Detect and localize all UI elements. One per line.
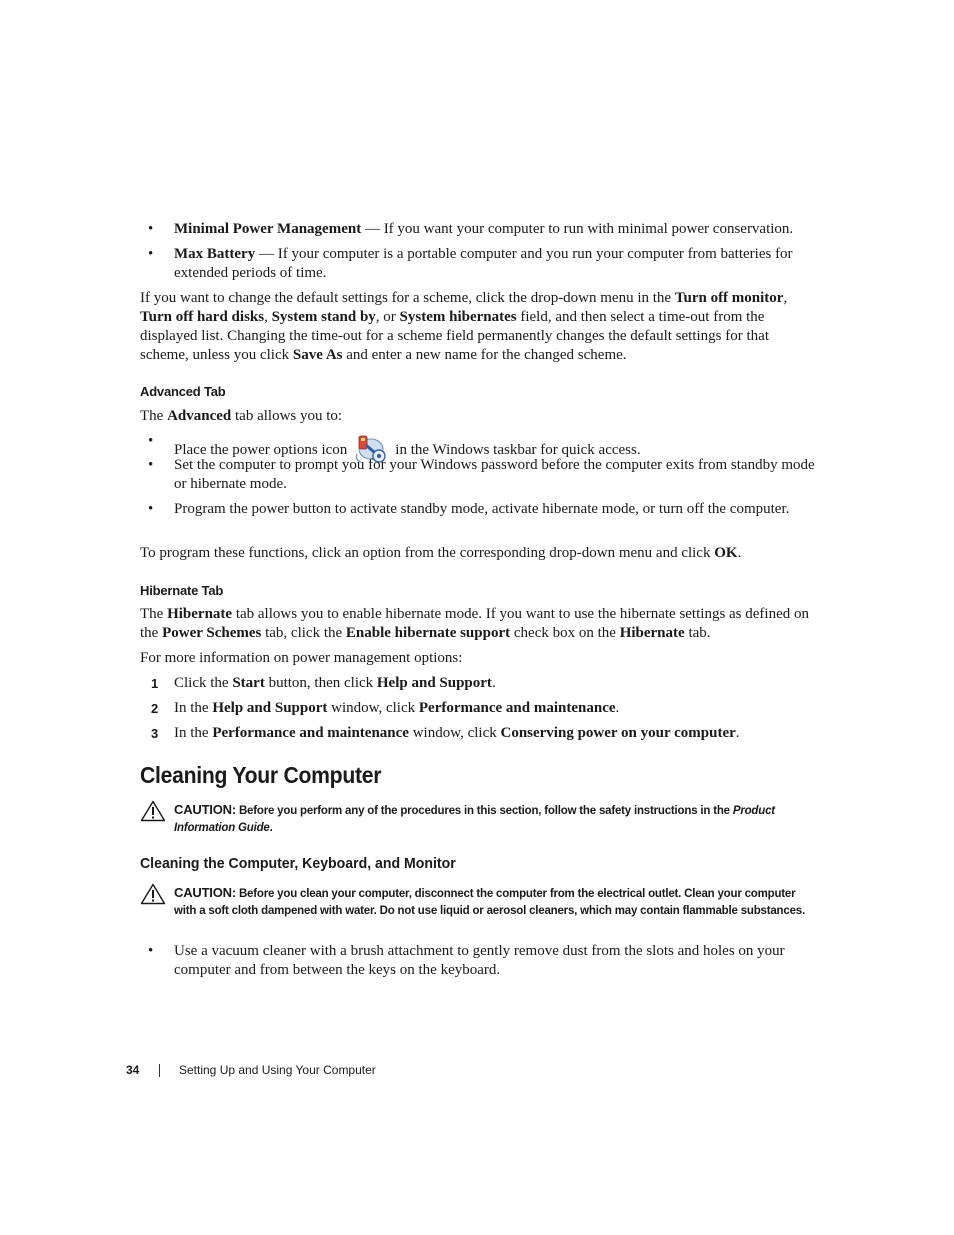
description: — If you want your computer to run with minimal power conservation. [361, 221, 794, 237]
text: window, click [408, 725, 501, 741]
list-item [140, 245, 820, 283]
text: window, click [327, 700, 419, 716]
term: Hibernate [619, 625, 685, 641]
text: Place the power options icon [174, 442, 348, 458]
text: tab, click the [261, 625, 346, 641]
text: and enter a new name for the changed scheme. [342, 347, 627, 363]
text: , [264, 309, 272, 325]
text: button, then click [264, 675, 377, 691]
text: . [615, 700, 620, 716]
text: Click the [174, 675, 233, 691]
term: Minimal Power Management [174, 221, 362, 237]
caution-notice [140, 884, 820, 920]
term: Start [232, 675, 265, 691]
term: System stand by [271, 309, 376, 325]
text: tab allows you to enable hibernate mode. If you want to use the hibernate settings as defined on the [140, 606, 809, 641]
text: . [735, 725, 740, 741]
text: in the Windows taskbar for quick access. [395, 442, 641, 458]
text: In the [174, 700, 213, 716]
term: Help and Support [376, 675, 492, 691]
term: Advanced [167, 408, 232, 424]
step-number: 2 [151, 701, 159, 716]
list-item [140, 456, 820, 494]
section-heading-hibernate: Hibernate Tab [140, 583, 224, 598]
term: Power Schemes [162, 625, 262, 641]
page-title-cleaning: Cleaning Your Computer [140, 762, 382, 788]
section-heading-advanced: Advanced Tab [140, 384, 226, 399]
term: Turn off monitor [674, 290, 784, 306]
caution-text: . [269, 822, 273, 834]
text: , or [375, 309, 400, 325]
numbered-step [140, 674, 820, 693]
term: Save As [292, 347, 343, 363]
term: Performance and maintenance [212, 725, 409, 741]
text: The [140, 408, 168, 424]
step-number: 1 [151, 676, 159, 691]
bullet-icon: • [148, 246, 154, 262]
text: Program the power button to activate standby mode, activate hibernate mode, or turn off the computer. [174, 501, 790, 517]
text: In the [174, 725, 213, 741]
caution-triangle-icon [140, 800, 166, 822]
numbered-step [140, 724, 820, 743]
paragraph-more-info: For more information on power management options: [140, 650, 463, 666]
caution-label: CAUTION: [174, 885, 236, 900]
caution-label: CAUTION: [174, 802, 236, 817]
footer-section-title: Setting Up and Using Your Computer [179, 1063, 376, 1077]
term: Turn off hard disks [140, 309, 265, 325]
term: Hibernate [167, 606, 233, 622]
text: Set the computer to prompt you for your Windows password before the computer exits from standby mode or hibernate mode. [174, 457, 815, 492]
numbered-step [140, 699, 820, 718]
term: OK [714, 545, 738, 561]
paragraph-change-settings [140, 289, 816, 365]
caution-text: Before you perform any of the procedures in this section, follow the safety instructions in the [235, 805, 733, 817]
footer-divider [159, 1064, 160, 1077]
text: If you want to change the default settings for a scheme, click the drop-down menu in the [140, 290, 675, 306]
list-item [140, 942, 820, 980]
paragraph-advanced-intro [140, 407, 816, 426]
text: field, and then select a time-out from the displayed list. Changing the time-out for a scheme field permanently changes the default settings for that scheme, unless you click [140, 309, 769, 363]
term: Enable hibernate support [345, 625, 511, 641]
term: Performance and maintenance [418, 700, 616, 716]
list-item [140, 220, 820, 239]
text: . [737, 545, 742, 561]
text: check box on the [510, 625, 620, 641]
paragraph-advanced-outro [140, 544, 830, 563]
term: Conserving power on your computer [500, 725, 736, 741]
step-number: 3 [151, 726, 159, 741]
bullet-icon: • [148, 433, 154, 449]
term: Max Battery [174, 246, 256, 262]
paragraph-hibernate [140, 605, 820, 643]
description: — If your computer is a portable computer and you run your computer from batteries for extended periods of time. [174, 246, 793, 281]
subheading-cleaning: Cleaning the Computer, Keyboard, and Monitor [140, 855, 456, 872]
text: To program these functions, click an option from the corresponding drop-down menu and click [140, 545, 715, 561]
caution-italic: Product Information Guide [174, 805, 775, 834]
text: The [140, 606, 168, 622]
caution-triangle-icon [140, 883, 166, 905]
caution-text: Before you clean your computer, disconnect the computer from the electrical outlet. Clean your computer with a soft cloth dampened with water. Do not use liquid or aerosol cleaners, which may contain flammable substances. [174, 888, 805, 917]
text: tab allows you to: [231, 408, 343, 424]
bullet-icon: • [148, 943, 154, 959]
list-item [140, 500, 820, 519]
term: System hibernates [399, 309, 517, 325]
bullet-icon: • [148, 501, 154, 517]
text: , [783, 290, 788, 306]
term: Help and Support [212, 700, 328, 716]
bullet-icon: • [148, 221, 154, 237]
text: tab. [684, 625, 711, 641]
text: . [491, 675, 496, 691]
bullet-icon: • [148, 457, 154, 473]
page-number: 34 [126, 1063, 140, 1077]
text: Use a vacuum cleaner with a brush attachment to gently remove dust from the slots and holes on your computer and from between the keys on the keyboard. [174, 943, 785, 978]
caution-notice [140, 801, 820, 837]
